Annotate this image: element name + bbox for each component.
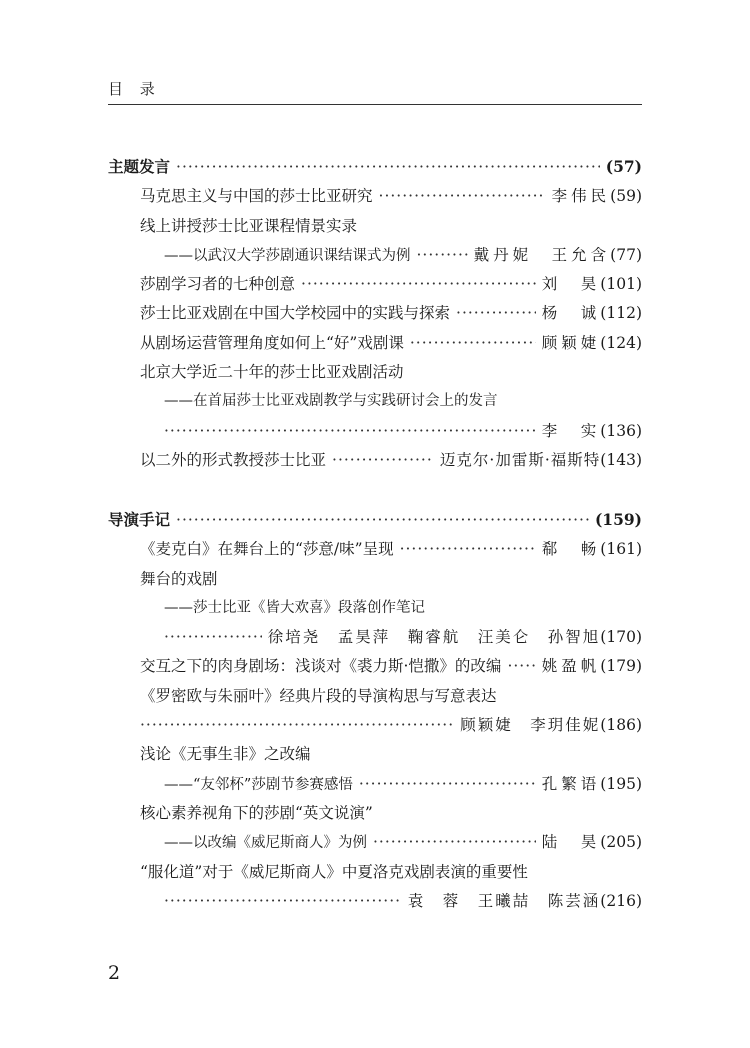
toc-entry[interactable] (108, 214, 642, 243)
entry-title: 从剧场运营管理角度如何上“好”戏剧课 (140, 333, 404, 352)
toc-entry[interactable] (108, 537, 642, 566)
toc-entry-author-line[interactable] (108, 889, 642, 918)
page-number: 2 (108, 962, 121, 984)
toc-entry-subtitle[interactable] (108, 596, 642, 625)
leader-dots (507, 657, 535, 675)
entry-author: 陆 昊 (541, 833, 601, 852)
section-heading[interactable] (108, 155, 642, 184)
toc-entry[interactable] (108, 331, 642, 360)
entry-author: 姚盈帆 (541, 657, 601, 676)
entry-title: 马克思主义与中国的莎士比亚研究 (140, 187, 373, 206)
leader-dots (410, 334, 536, 352)
toc-entry[interactable] (108, 860, 642, 889)
entry-page: ( 124 ) (600, 334, 642, 352)
entry-author: 袁 蓉 王曦喆 陈芸涵 (407, 891, 601, 910)
leader-dots (359, 775, 536, 793)
leader-dots (373, 833, 536, 851)
entry-author: 顾颖婕 李玥佳妮 (460, 716, 601, 735)
leader-dots (164, 892, 402, 910)
entry-title: 莎剧学习者的七种创意 (140, 275, 296, 294)
toc-entry-author-line[interactable] (108, 625, 642, 654)
entry-title: 交互之下的肉身剧场：浅谈对《裘力斯·恺撒》的改编 (140, 657, 502, 676)
toc-entry[interactable] (108, 301, 642, 330)
toc-entry[interactable] (108, 448, 642, 477)
toc-entry-subtitle[interactable] (108, 389, 642, 418)
section-page: ( 57 ) (606, 157, 642, 176)
entry-author: 李伟民 (551, 187, 611, 206)
entry-author: 徐培尧 孟昊萍 鞠睿航 汪美仑 孙智旭 (267, 628, 601, 647)
entry-author: 郗 畅 (541, 540, 601, 559)
entry-author: 杨 诚 (541, 304, 601, 323)
leader-dots (379, 187, 546, 205)
entry-title: 《罗密欧与朱丽叶》经典片段的导演构思与写意表达 (140, 686, 497, 705)
entry-subtitle: ——莎士比亚《皆大欢喜》段落创作笔记 (164, 599, 425, 616)
entry-title: 浅论《无事生非》之改编 (140, 745, 311, 764)
section-title: 导演手记 (108, 510, 171, 529)
entry-page: ( 205 ) (600, 833, 642, 851)
entry-title: 舞台的戏剧 (140, 569, 218, 588)
toc-entry[interactable] (108, 272, 642, 301)
entry-title: 北京大学近二十年的莎士比亚戏剧活动 (140, 363, 404, 382)
entry-author: 孔繁语 (541, 774, 601, 793)
leader-dots (456, 304, 536, 322)
entry-author: 李 实 (541, 421, 601, 440)
leader-dots (400, 540, 536, 558)
section-heading[interactable] (108, 508, 642, 537)
entry-author: 迈克尔·加雷斯·福斯特 (439, 450, 601, 469)
leader-dots (164, 422, 536, 440)
entry-page: ( 170 ) (600, 628, 642, 646)
entry-subtitle: ——在首届莎士比亚戏剧教学与实践研讨会上的发言 (164, 393, 498, 410)
entry-page: ( 186 ) (600, 716, 642, 734)
leader-dots (140, 716, 454, 734)
entry-page: ( 216 ) (600, 892, 642, 910)
toc-entry[interactable] (108, 567, 642, 596)
toc-entry-subtitle[interactable] (108, 772, 642, 801)
toc-entry[interactable] (108, 684, 642, 713)
leader-dots (176, 511, 589, 529)
section-page: ( 159 ) (595, 510, 642, 529)
section-title: 主题发言 (108, 157, 171, 176)
toc-section-2 (108, 508, 642, 918)
leader-dots (164, 628, 262, 646)
entry-page: ( 179 ) (600, 657, 642, 675)
toc-entry[interactable] (108, 654, 642, 683)
entry-subtitle: ——以改编《威尼斯商人》为例 (164, 835, 367, 852)
entry-page: ( 101 ) (600, 275, 642, 293)
entry-page: ( 59 ) (610, 187, 642, 205)
entry-title: 核心素养视角下的莎剧“英文说演” (140, 803, 373, 822)
entry-title: 以二外的形式教授莎士比亚 (140, 450, 327, 469)
entry-author: 刘 昊 (541, 275, 601, 294)
running-header: 目 录 (108, 80, 161, 98)
toc-entry-author-line[interactable] (108, 419, 642, 448)
entry-author: 戴丹妮 王允含 (473, 245, 611, 264)
leader-dots (332, 451, 434, 469)
toc-entry-subtitle[interactable] (108, 243, 642, 272)
entry-title: 线上讲授莎士比亚课程情景实录 (140, 216, 358, 235)
leader-dots (176, 158, 600, 176)
entry-page: ( 143 ) (600, 451, 642, 469)
entry-page: ( 136 ) (600, 422, 642, 440)
entry-page: ( 195 ) (600, 775, 642, 793)
toc-entry[interactable] (108, 360, 642, 389)
entry-subtitle: ——“友邻杯”莎剧节参赛感悟 (164, 776, 353, 793)
entry-page: ( 77 ) (610, 246, 642, 264)
entry-title: “服化道”对于《威尼斯商人》中夏洛克戏剧表演的重要性 (140, 862, 528, 881)
entry-page: ( 112 ) (600, 304, 642, 322)
entry-title: 《麦克白》在舞台上的“莎意/味”呈现 (140, 540, 394, 559)
entry-page: ( 161 ) (600, 540, 642, 558)
toc-entry[interactable] (108, 801, 642, 830)
toc-entry-author-line[interactable] (108, 713, 642, 742)
toc-entry-subtitle[interactable] (108, 830, 642, 859)
toc-section-1 (108, 155, 642, 477)
header-rule (108, 104, 642, 105)
entry-title: 莎士比亚戏剧在中国大学校园中的实践与探索 (140, 304, 451, 323)
entry-author: 顾颖婕 (541, 333, 601, 352)
toc-entry[interactable] (108, 742, 642, 771)
leader-dots (417, 246, 468, 264)
leader-dots (301, 275, 536, 293)
toc-entry[interactable] (108, 184, 642, 213)
entry-subtitle: ——以武汉大学莎剧通识课结课式为例 (164, 247, 411, 264)
